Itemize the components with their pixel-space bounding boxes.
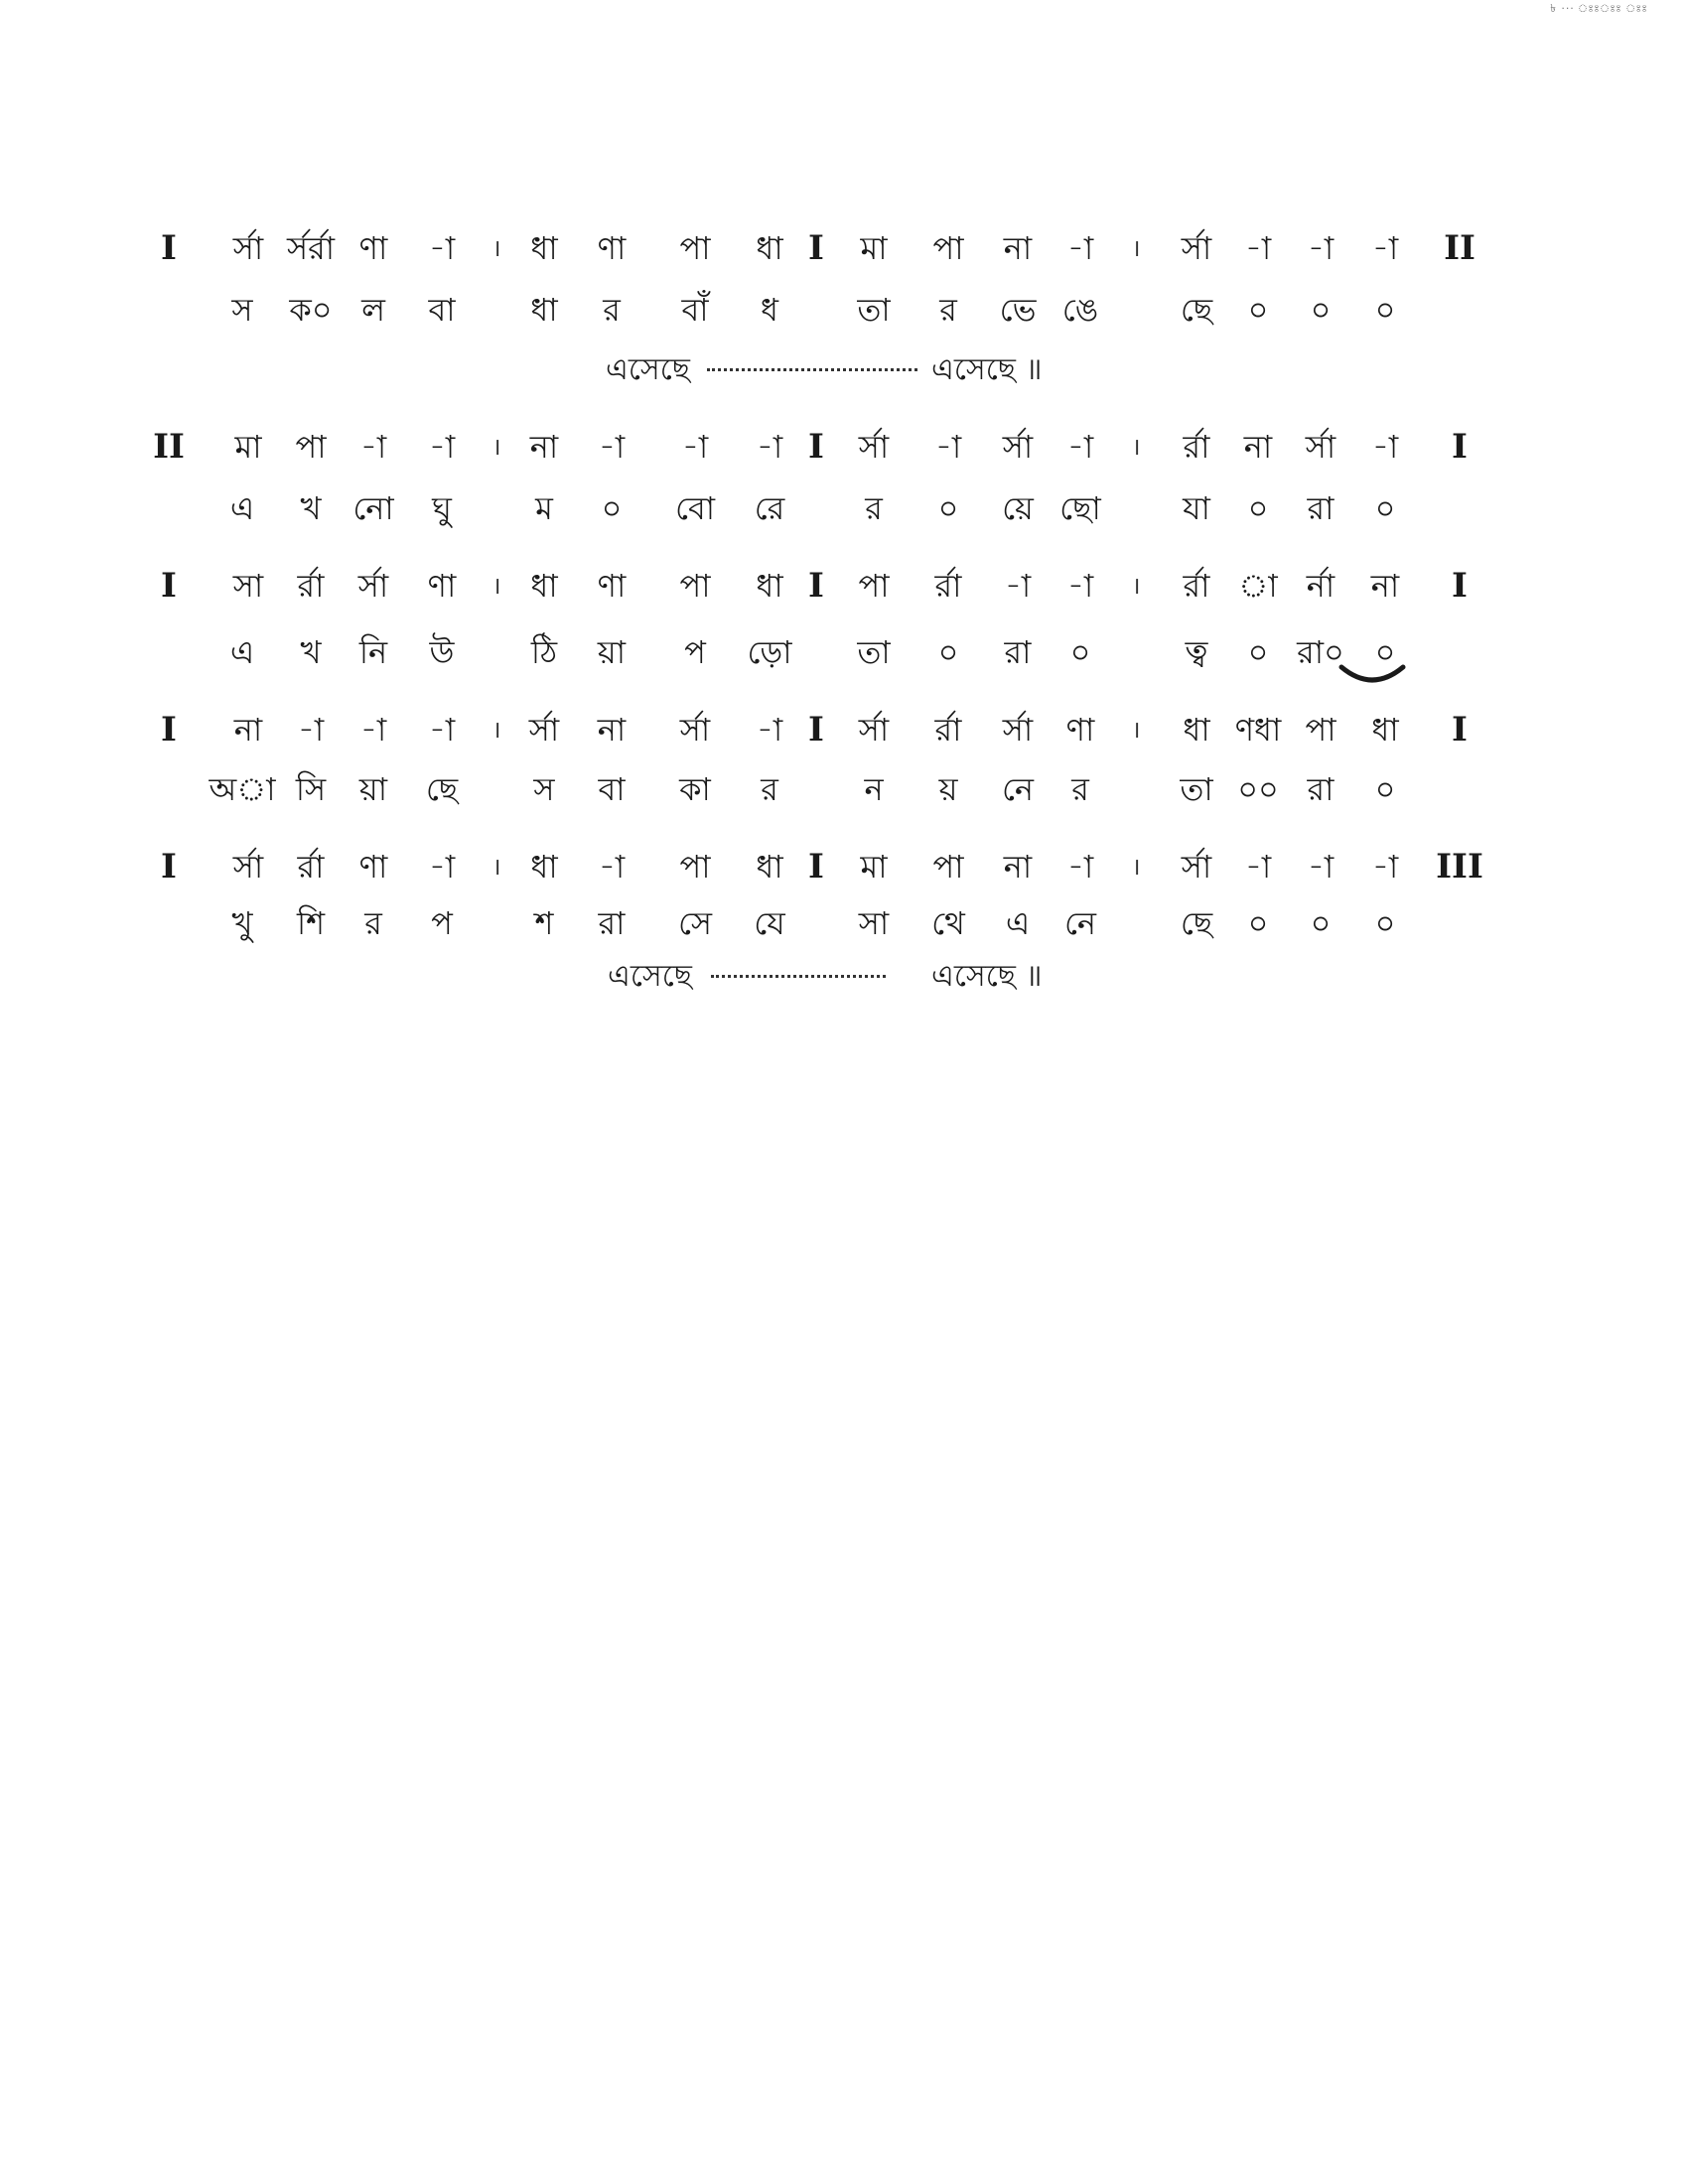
section-bar: I <box>161 710 177 750</box>
lyric-syllable: এ <box>229 489 255 527</box>
refrain-start-word: এসেছে <box>608 959 692 994</box>
note: -া <box>756 428 783 466</box>
note: -া <box>428 711 456 749</box>
lyric-syllable: ০ <box>1310 904 1332 942</box>
lyric-syllable: ড়ো <box>747 633 792 671</box>
lyrics-line-2 <box>0 483 1688 533</box>
lyrics-line-3 <box>0 627 1688 677</box>
lyric-syllable: নে <box>1063 904 1097 942</box>
lyric-syllable: ০ <box>1374 904 1396 942</box>
lyric-syllable: ন <box>864 770 884 808</box>
note: -া <box>359 711 387 749</box>
beat-divider: । <box>492 853 501 881</box>
notes-line-3 <box>0 561 1688 611</box>
section-bar: III <box>1436 847 1483 887</box>
lyric-syllable: য় <box>938 770 958 808</box>
lyric-syllable: তা <box>857 633 891 671</box>
note: -া <box>297 711 325 749</box>
lyric-syllable: তা <box>857 291 891 329</box>
note: -া <box>1066 428 1094 466</box>
lyric-syllable: স <box>231 291 253 329</box>
section-bar: I <box>1452 710 1468 750</box>
section-bar: I <box>161 847 177 887</box>
lyric-syllable: রে <box>754 489 785 527</box>
note: ধা <box>530 848 558 886</box>
note: পা <box>295 428 327 466</box>
note: ণা <box>1065 711 1095 749</box>
beat-divider: । <box>492 433 501 461</box>
note: ধা <box>530 567 558 605</box>
lyric-syllable: রা <box>1004 633 1032 671</box>
note: ধা <box>1371 711 1399 749</box>
lyric-syllable: কা <box>679 770 711 808</box>
lyric-syllable: ছে <box>1180 904 1213 942</box>
lyric-syllable: তা <box>1180 770 1213 808</box>
note: সা <box>232 567 264 605</box>
lyrics-line-1 <box>0 285 1688 335</box>
note: র্সা <box>232 848 264 886</box>
lyric-syllable: রা <box>1307 489 1335 527</box>
lyric-syllable: নি <box>358 633 388 671</box>
note: -া <box>1244 229 1272 267</box>
lyric-syllable: ০ <box>1247 633 1269 671</box>
lyric-syllable: স <box>533 770 555 808</box>
note: -া <box>1066 848 1094 886</box>
note: -া <box>1004 567 1032 605</box>
beat-divider: । <box>492 234 501 262</box>
lyric-syllable: ল <box>361 291 385 329</box>
note: -া <box>428 848 456 886</box>
lyric-syllable: ছো <box>1059 489 1101 527</box>
note: র্সা <box>1002 428 1034 466</box>
lyric-syllable: বো <box>674 489 716 527</box>
lyric-syllable: ঙে <box>1061 291 1099 329</box>
lyric-syllable: বা <box>598 770 626 808</box>
lyric-syllable: র <box>865 489 883 527</box>
note: র্সা <box>858 428 890 466</box>
note: ধা <box>530 229 558 267</box>
note: র্রা <box>1183 567 1210 605</box>
lyric-syllable: ০ <box>1247 904 1269 942</box>
lyrics-line-4 <box>0 764 1688 814</box>
beat-divider: । <box>1131 572 1141 600</box>
note: -া <box>1244 848 1272 886</box>
lyric-syllable: খু <box>231 904 253 942</box>
lyric-syllable: ০ <box>1247 489 1269 527</box>
note: না <box>1370 567 1400 605</box>
note: র্সা <box>858 711 890 749</box>
note: ণা <box>427 567 457 605</box>
lyric-syllable: রা০ <box>1297 633 1344 671</box>
note: না <box>597 711 627 749</box>
lyric-syllable: যে <box>754 904 785 942</box>
note: র্সর্রা <box>286 229 336 267</box>
lyric-syllable: ছে <box>425 770 459 808</box>
note: র্না <box>1306 567 1336 605</box>
refrain-end-word: এসেছে ॥ <box>931 959 1043 994</box>
note: ণধা <box>1234 711 1282 749</box>
lyric-syllable: অা <box>209 770 276 808</box>
note: না <box>233 711 263 749</box>
note: পা <box>679 848 711 886</box>
note: পা <box>1305 711 1336 749</box>
lyric-syllable: খ <box>300 489 322 527</box>
note: -া <box>1307 848 1335 886</box>
section-bar: I <box>808 427 824 467</box>
beat-divider: । <box>492 716 501 744</box>
note: না <box>1243 428 1273 466</box>
notes-line-5 <box>0 842 1688 891</box>
note: ণা <box>597 567 627 605</box>
lyric-syllable: বা <box>428 291 456 329</box>
note: র্রা <box>934 711 962 749</box>
note: -া <box>934 428 962 466</box>
beat-divider: । <box>492 572 501 600</box>
note: পা <box>679 567 711 605</box>
section-bar: I <box>161 566 177 606</box>
lyric-syllable: প <box>684 633 706 671</box>
note: মা <box>860 229 888 267</box>
lyric-syllable: র <box>603 291 621 329</box>
note: -া <box>1371 428 1399 466</box>
note: ণা <box>358 229 388 267</box>
note: পা <box>858 567 890 605</box>
lyric-syllable: এ <box>229 633 255 671</box>
lyric-syllable: সা <box>858 904 890 942</box>
lyric-syllable: রা <box>1307 770 1335 808</box>
notes-line-4 <box>0 705 1688 754</box>
lyric-syllable: য়া <box>358 770 388 808</box>
lyric-syllable: ধ <box>761 291 778 329</box>
lyric-syllable: ভে <box>999 291 1037 329</box>
note: র্সা <box>1181 229 1212 267</box>
lyric-syllable: র <box>939 291 957 329</box>
note: -া <box>1307 229 1335 267</box>
lyric-syllable: র <box>364 904 382 942</box>
lyric-syllable: ০ <box>1247 291 1269 329</box>
refrain-start-word: এসেছে <box>606 352 690 387</box>
lyric-syllable: র <box>761 770 778 808</box>
lyric-syllable: সি <box>295 770 327 808</box>
lyric-syllable: ০ <box>1310 291 1332 329</box>
lyric-syllable: শি <box>296 904 326 942</box>
lyric-syllable: ঘু <box>432 489 452 527</box>
note: -া <box>598 428 626 466</box>
note: া <box>1238 567 1278 605</box>
note: র্সা <box>1002 711 1034 749</box>
section-bar: I <box>161 228 177 268</box>
note: না <box>1003 848 1033 886</box>
refrain-line-1 <box>0 348 1688 392</box>
section-bar: I <box>1452 566 1468 606</box>
lyric-syllable: ০ <box>1374 770 1396 808</box>
note: র্রা <box>297 567 325 605</box>
note: -া <box>428 428 456 466</box>
note: ণা <box>358 848 388 886</box>
section-bar: I <box>1452 427 1468 467</box>
lyric-syllable: ০ <box>1374 489 1396 527</box>
note: পা <box>932 848 964 886</box>
note: পা <box>932 229 964 267</box>
note: র্রা <box>1183 428 1210 466</box>
lyric-syllable: ০ <box>937 633 959 671</box>
lyric-syllable: ত্ব <box>1185 633 1208 671</box>
note: র্সা <box>357 567 389 605</box>
beat-divider: । <box>1131 716 1141 744</box>
lyric-syllable: ০০ <box>1237 770 1279 808</box>
notes-line-2 <box>0 422 1688 472</box>
lyric-syllable: উ <box>429 633 455 671</box>
lyric-syllable: রা <box>598 904 626 942</box>
lyric-syllable: ঠি <box>530 633 558 671</box>
note: ণা <box>597 229 627 267</box>
lyric-syllable: বাঁ <box>681 291 709 329</box>
lyric-syllable: ০ <box>937 489 959 527</box>
lyrics-line-5 <box>0 898 1688 948</box>
section-bar: II <box>1444 228 1476 268</box>
note: র্সা <box>1181 848 1212 886</box>
note: না <box>529 428 559 466</box>
lyric-syllable: য়ে <box>1002 489 1034 527</box>
note: ধা <box>756 848 783 886</box>
lyric-syllable: প <box>431 904 453 942</box>
note: র্সা <box>679 711 711 749</box>
beat-divider: । <box>1131 853 1141 881</box>
slur-mark <box>1337 663 1407 693</box>
lyric-syllable: র <box>1071 770 1089 808</box>
note: -া <box>1371 848 1399 886</box>
note: -া <box>428 229 456 267</box>
section-bar: I <box>808 710 824 750</box>
refrain-line-2 <box>0 955 1688 999</box>
note: র্সা <box>528 711 560 749</box>
lyric-syllable: ক০ <box>289 291 333 329</box>
beat-divider: । <box>1131 234 1141 262</box>
section-bar: II <box>153 427 185 467</box>
note: মা <box>234 428 262 466</box>
section-bar: I <box>808 228 824 268</box>
note: -া <box>1066 567 1094 605</box>
note: -া <box>359 428 387 466</box>
beat-divider: । <box>1131 433 1141 461</box>
lyric-syllable: ০ <box>1069 633 1091 671</box>
note: -া <box>756 711 783 749</box>
lyric-syllable: ০ <box>601 489 623 527</box>
lyric-syllable: ০ <box>1374 633 1396 671</box>
lyric-syllable: নে <box>1001 770 1035 808</box>
lyric-syllable: ম <box>535 489 553 527</box>
notes-line-1 <box>0 223 1688 273</box>
note: -া <box>681 428 709 466</box>
note: না <box>1003 229 1033 267</box>
lyric-syllable: ০ <box>1374 291 1396 329</box>
lyric-syllable: খ <box>300 633 322 671</box>
lyric-syllable: ছে <box>1180 291 1213 329</box>
note: র্রা <box>297 848 325 886</box>
lyric-syllable: যা <box>1183 489 1210 527</box>
note: র্রা <box>934 567 962 605</box>
note: -া <box>1066 229 1094 267</box>
note: পা <box>679 229 711 267</box>
refrain-dots <box>711 975 886 982</box>
section-bar: I <box>808 566 824 606</box>
note: ধা <box>1183 711 1210 749</box>
lyric-syllable: এ <box>1005 904 1031 942</box>
note: -া <box>1371 229 1399 267</box>
refrain-end-word: এসেছে ॥ <box>931 352 1043 387</box>
refrain-dots <box>707 368 917 375</box>
lyric-syllable: নো <box>352 489 394 527</box>
note: র্সা <box>232 229 264 267</box>
lyric-syllable: য়া <box>597 633 627 671</box>
page-corner-mark: ৳ ··· ঃঃঃঃ ঃঃ <box>1550 2 1648 15</box>
lyric-syllable: ধা <box>530 291 558 329</box>
lyric-syllable: থে <box>931 904 965 942</box>
lyric-syllable: সে <box>677 904 713 942</box>
section-bar: I <box>808 847 824 887</box>
note: র্সা <box>1305 428 1336 466</box>
note: ধা <box>756 229 783 267</box>
note: -া <box>598 848 626 886</box>
note: মা <box>860 848 888 886</box>
note: ধা <box>756 567 783 605</box>
lyric-syllable: শ <box>534 904 554 942</box>
